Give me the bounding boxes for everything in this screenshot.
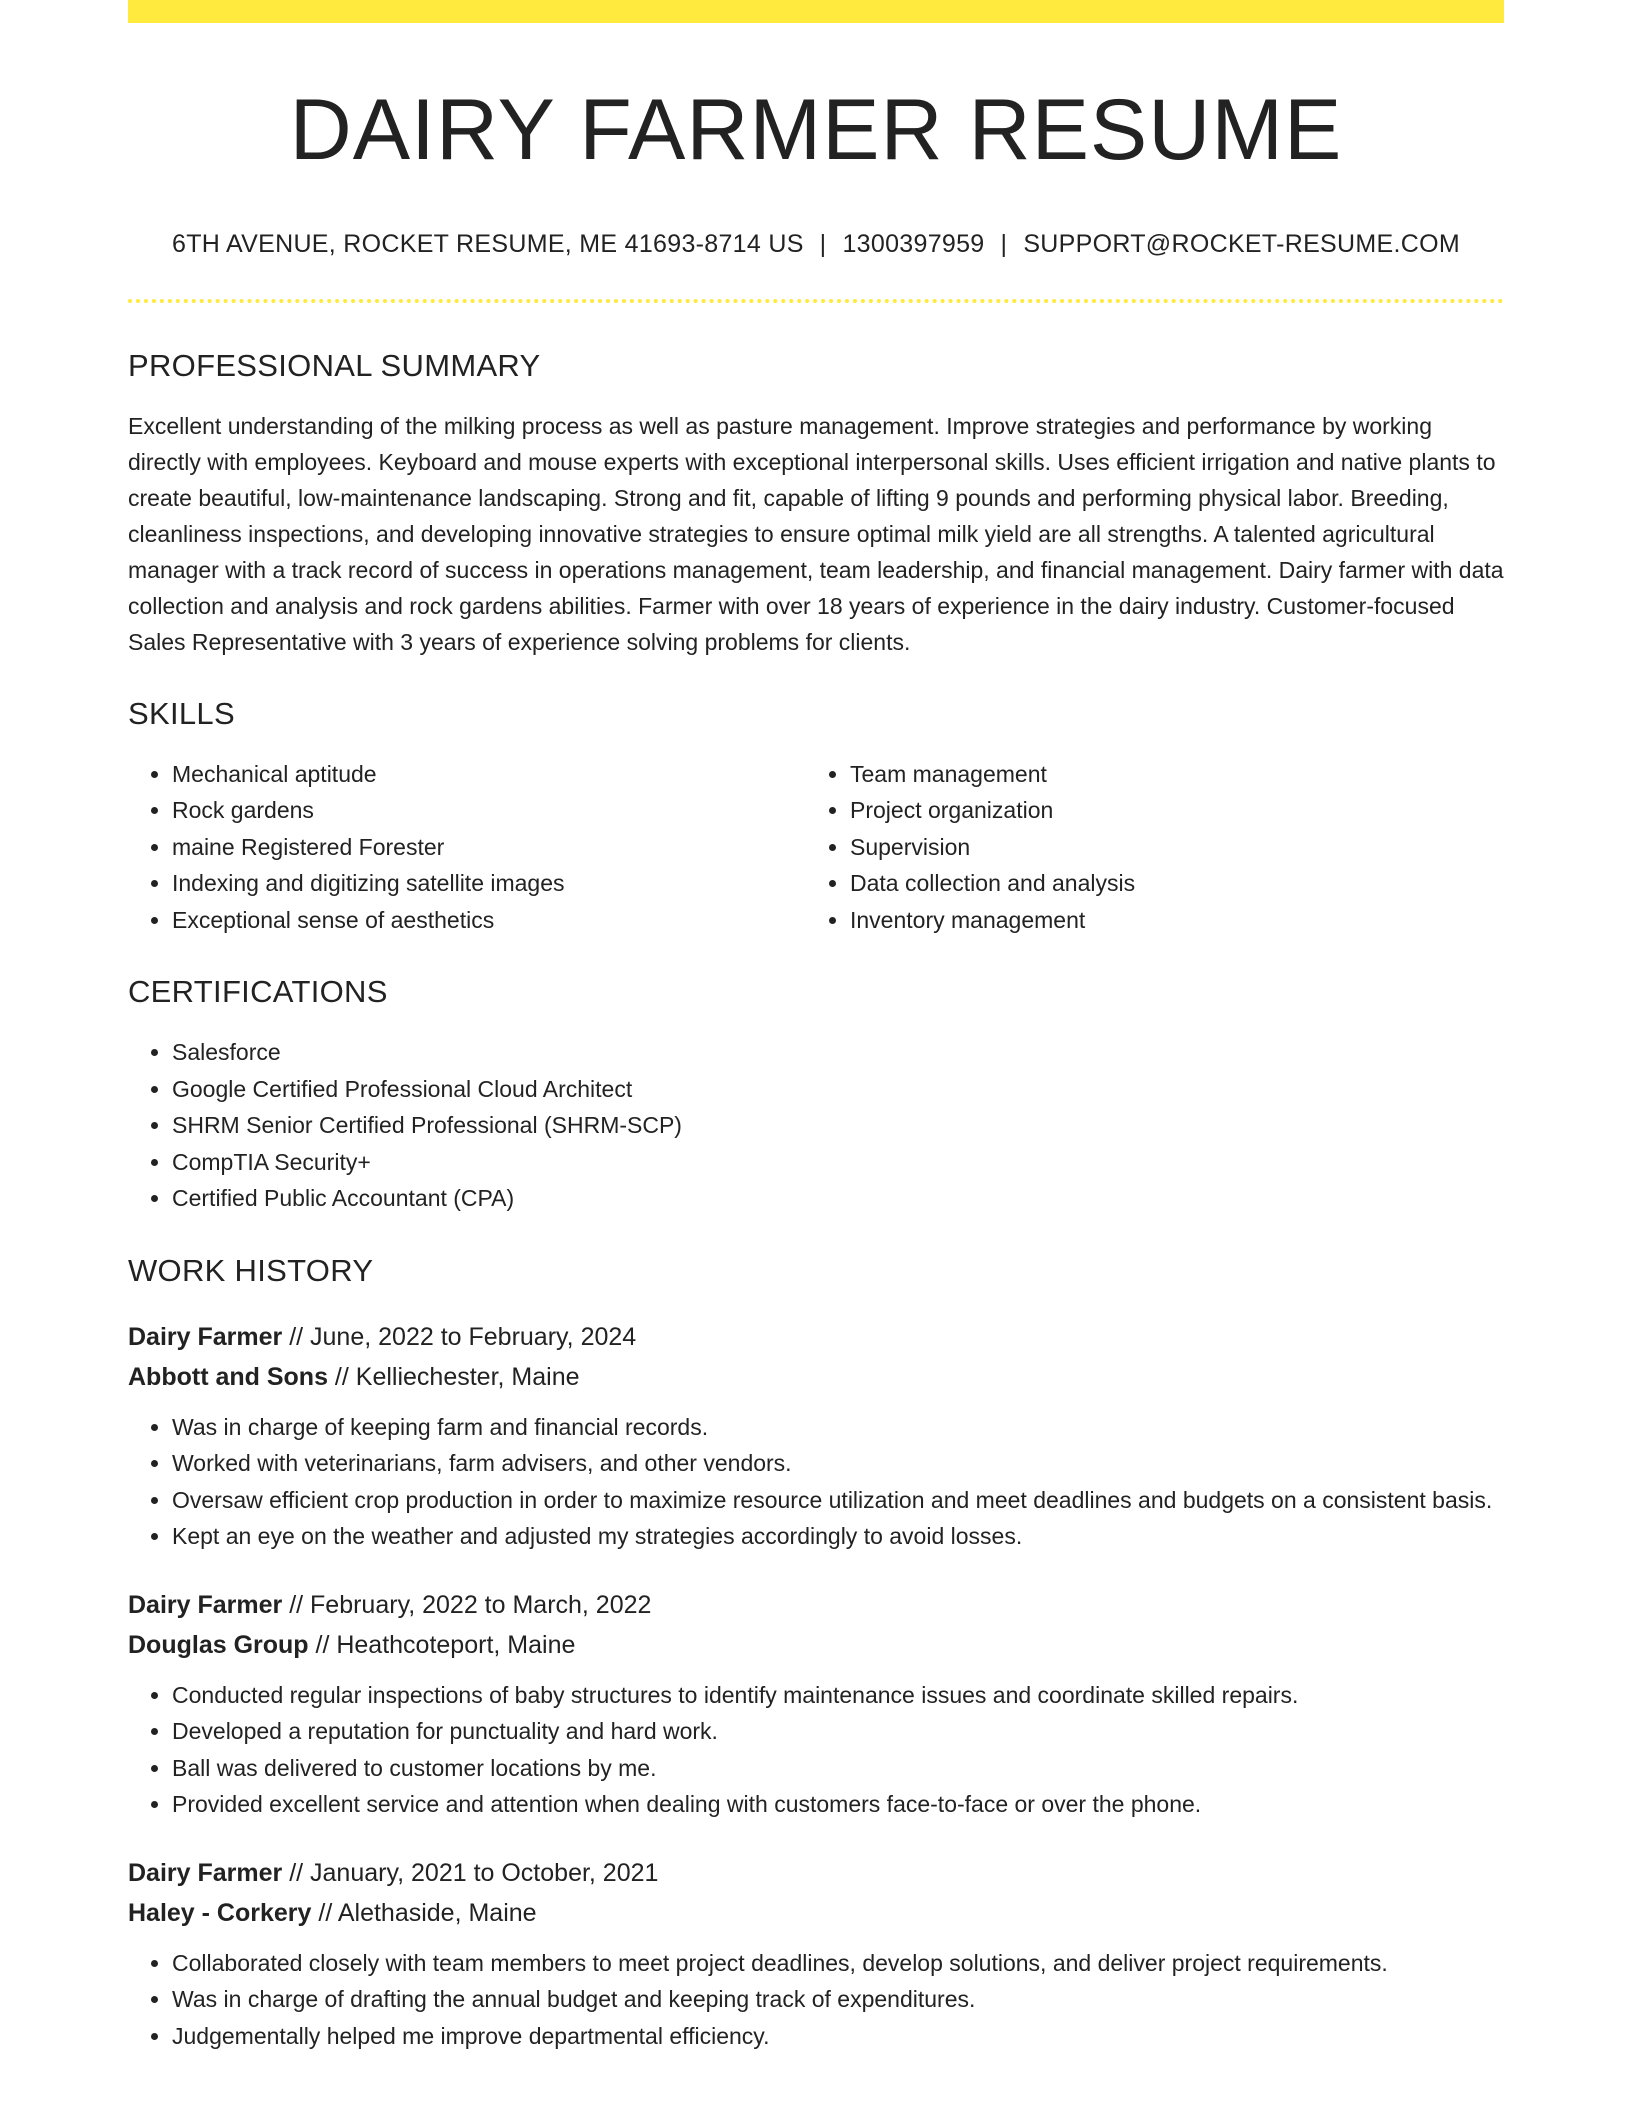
contact-separator: | bbox=[819, 229, 827, 258]
summary-text: Excellent understanding of the milking process as well as pasture management. Improve strategies and performance by working directly with employees. Keyboard and mouse experts with exceptional interpersonal skills. Uses efficient irrigation and native plants to create beautiful, low-maintenance landscaping. Strong and fit, capable of lifting 9 pounds and performing physical labor. Breeding, cleanliness inspections, and developing innovative strategies to ensure optimal milk yield are all strengths. A talented agricultural manager with a track record of success in operations management, team leadership, and financial management. Dairy farmer with data collection and analysis and rock gardens abilities. Farmer with over 18 years of experience in the dairy industry. Customer-focused Sales Representative with 3 years of experience solving problems for clients. bbox=[128, 412, 1504, 655]
skill-item: • Inventory management bbox=[850, 902, 1484, 939]
contact-email: SUPPORT@ROCKET-RESUME.COM bbox=[1023, 229, 1460, 258]
job-bullet: • Judgementally helped me improve departmental efficiency. bbox=[172, 2018, 1504, 2055]
job-bullets bbox=[128, 1677, 1504, 1823]
section-title-skills: SKILLS bbox=[128, 695, 235, 731]
dotted-divider bbox=[128, 299, 1504, 303]
skill-item: • Data collection and analysis bbox=[850, 865, 1484, 902]
skill-item: • Project organization bbox=[850, 792, 1484, 829]
certification-item: • Google Certified Professional Cloud Architect bbox=[172, 1071, 1504, 1108]
job-company-line bbox=[128, 1893, 1504, 1933]
certification-item: • CompTIA Security+ bbox=[172, 1144, 1504, 1181]
job-bullet: • Provided excellent service and attention when dealing with customers face-to-face or over the phone. bbox=[172, 1786, 1504, 1823]
skill-item: • Team management bbox=[850, 756, 1484, 793]
skills-list-left bbox=[128, 756, 806, 939]
section-title-summary: PROFESSIONAL SUMMARY bbox=[128, 347, 541, 383]
job-bullet: • Was in charge of drafting the annual budget and keeping track of expenditures. bbox=[172, 1981, 1504, 2018]
job-company: Abbott and Sons bbox=[128, 1362, 328, 1391]
job-bullet: • Conducted regular inspections of baby structures to identify maintenance issues and coordinate skilled repairs. bbox=[172, 1677, 1504, 1714]
job-company-line bbox=[128, 1625, 1504, 1665]
job-role: Dairy Farmer bbox=[128, 1590, 283, 1619]
work-history-section bbox=[128, 1253, 1504, 2055]
job-entry bbox=[128, 1585, 1504, 1823]
job-bullet: • Was in charge of keeping farm and financial records. bbox=[172, 1409, 1504, 1446]
job-bullets bbox=[128, 1945, 1504, 2055]
job-location: // Alethaside, Maine bbox=[311, 1898, 537, 1927]
skills-section bbox=[128, 696, 1504, 939]
job-title-line bbox=[128, 1853, 1504, 1893]
section-title-work-history: WORK HISTORY bbox=[128, 1252, 374, 1288]
skill-item: • Rock gardens bbox=[172, 792, 806, 829]
contact-address: 6TH AVENUE, ROCKET RESUME, ME 41693-8714 US bbox=[172, 229, 804, 258]
certifications-section bbox=[128, 974, 1504, 1217]
job-title-line bbox=[128, 1585, 1504, 1625]
contact-separator: | bbox=[1000, 229, 1008, 258]
job-bullet: • Oversaw efficient crop production in order to maximize resource utilization and meet deadlines and budgets on a consistent basis. bbox=[172, 1482, 1504, 1519]
job-bullet: • Kept an eye on the weather and adjusted my strategies accordingly to avoid losses. bbox=[172, 1518, 1504, 1555]
job-company: Douglas Group bbox=[128, 1630, 309, 1659]
section-title-certifications: CERTIFICATIONS bbox=[128, 974, 388, 1010]
job-company: Haley - Corkery bbox=[128, 1898, 312, 1927]
job-location: // Heathcoteport, Maine bbox=[308, 1630, 576, 1659]
certification-item: • Salesforce bbox=[172, 1034, 1504, 1071]
skill-item: • maine Registered Forester bbox=[172, 829, 806, 866]
job-bullet: • Collaborated closely with team members to meet project deadlines, develop solutions, and deliver project requirements. bbox=[172, 1945, 1504, 1982]
job-dates: // June, 2022 to February, 2024 bbox=[282, 1322, 637, 1351]
job-bullets bbox=[128, 1409, 1504, 1555]
contact-phone: 1300397959 bbox=[842, 229, 985, 258]
skills-columns bbox=[128, 756, 1504, 939]
resume-page bbox=[128, 0, 1504, 2054]
skill-item: • Supervision bbox=[850, 829, 1484, 866]
job-title-line bbox=[128, 1317, 1504, 1357]
skill-item: • Mechanical aptitude bbox=[172, 756, 806, 793]
certification-item: • Certified Public Accountant (CPA) bbox=[172, 1180, 1504, 1217]
top-accent-bar bbox=[128, 0, 1504, 23]
job-dates: // February, 2022 to March, 2022 bbox=[282, 1590, 652, 1619]
skill-item: • Exceptional sense of aesthetics bbox=[172, 902, 806, 939]
job-location: // Kelliechester, Maine bbox=[327, 1362, 580, 1391]
job-dates: // January, 2021 to October, 2021 bbox=[282, 1858, 659, 1887]
certification-item: • SHRM Senior Certified Professional (SHRM-SCP) bbox=[172, 1107, 1504, 1144]
job-bullet: • Ball was delivered to customer locations by me. bbox=[172, 1750, 1504, 1787]
job-bullet: • Worked with veterinarians, farm advisers, and other vendors. bbox=[172, 1445, 1504, 1482]
job-role: Dairy Farmer bbox=[128, 1322, 283, 1351]
job-company-line bbox=[128, 1357, 1504, 1397]
job-entry bbox=[128, 1317, 1504, 1555]
skill-item: • Indexing and digitizing satellite images bbox=[172, 865, 806, 902]
job-bullet: • Developed a reputation for punctuality and hard work. bbox=[172, 1713, 1504, 1750]
skills-list-right bbox=[806, 756, 1484, 939]
resume-title: DAIRY FARMER RESUME bbox=[289, 82, 1343, 178]
certifications-list bbox=[128, 1034, 1504, 1217]
job-role: Dairy Farmer bbox=[128, 1858, 283, 1887]
job-entry bbox=[128, 1853, 1504, 2055]
contact-line bbox=[128, 230, 1504, 259]
